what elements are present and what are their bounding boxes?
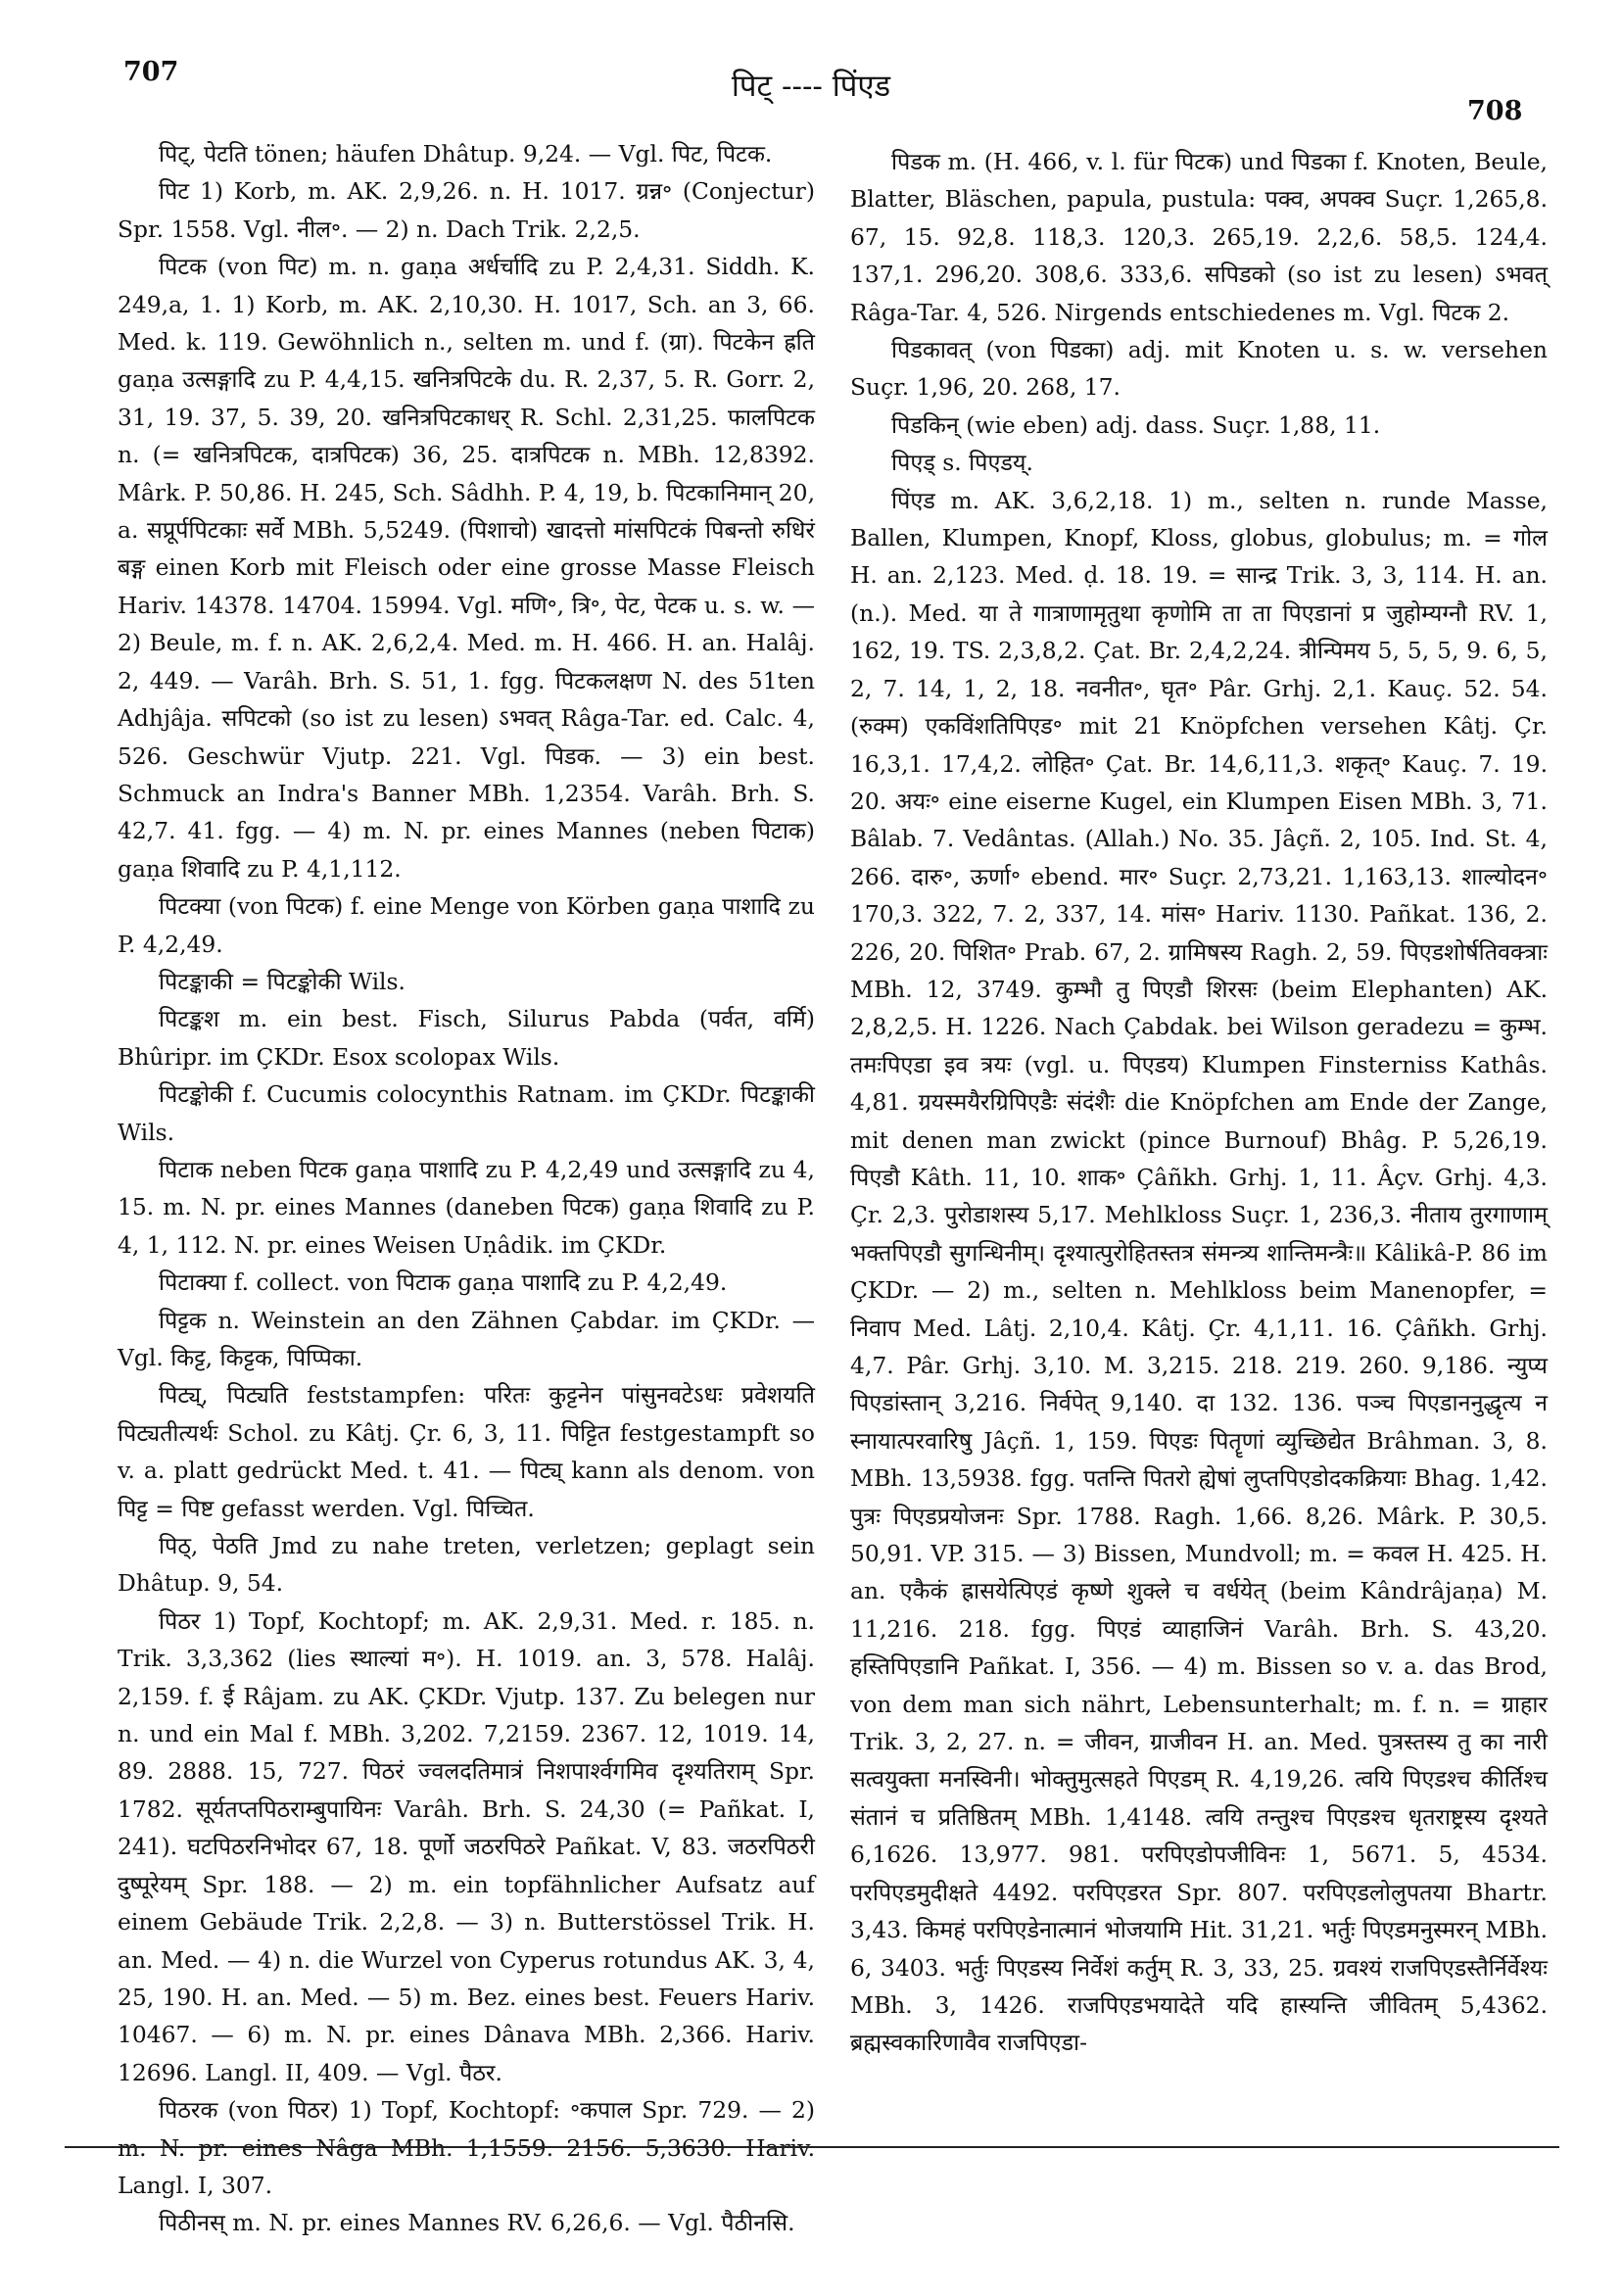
page-number-right: 708 — [1467, 96, 1523, 126]
entry: पिटाक्या f. collect. von पिटाक gaṇa पाशादि zu P. 4,2,49. — [159, 1268, 728, 1297]
running-headword: पिट् ---- पिंएड — [731, 69, 891, 104]
entry: पिट 1) Korb, m. AK. 2,9,26. n. H. 1017. ग्रन्न॰ (Conjectur) Spr. 1558. Vgl. नील॰. — 2) n. Dach Trik. 2,2,5. — [118, 177, 815, 243]
left-column — [118, 135, 815, 2242]
entry: पिटङ्कोकी f. Cucumis colocynthis Ratnam. im ÇKDr. पिटङ्काकी Wils. — [118, 1080, 815, 1146]
entry: पिएड् s. पिएडय्. — [891, 449, 1033, 477]
entry: पिडकावत् (von पिडका) adj. mit Knoten u. s. w. versehen Suçr. 1,96, 20. 268, 17. — [850, 336, 1548, 402]
entry: पिटक्या (von पिटक) f. eine Menge von Körben gaṇa पाशादि zu P. 4,2,49. — [118, 892, 815, 958]
entry: पिट्, पेटति tönen; häufen Dhâtup. 9,24. — Vgl. पिट, पिटक. — [159, 140, 773, 167]
page-header — [0, 0, 1622, 127]
entry: पिठरक (von पिठर) 1) Topf, Kochtopf: ॰कपाल Spr. 729. — 2) m. N. pr. eines Nâga MBh. 1,1559. 2156. 5,3630. Hariv. Langl. I, 307. — [118, 2096, 815, 2199]
entry: पिट्य्, पिट्यति feststampfen: परितः कुट्टनेन पांसुनवटेऽधः प्रवेशयति पिट्यतीत्यर्थः Schol. zu Kâtj. Çr. 6, 3, 11. पिट्टित festgestampft so v. a. platt gedrückt Med. t. 41. — पिट्य् kann als denom. von पिट्ट = पिष्ट gefasst werden. Vgl. पिच्चित. — [118, 1381, 815, 1522]
entry: पिडक m. (H. 466, v. l. für पिटक) und पिडका f. Knoten, Beule, Blatter, Bläschen, papula, pustula: पक्व, अपक्व Suçr. 1,265,8. 67, 15. 92,8. 118,3. 120,3. 265,19. 2,2,6. 58,5. 124,4. 137,1. 296,20. 308,6. 333,6. सपिडको (so ist zu lesen) ऽभवत् Râga-Tar. 4, 526. Nirgends entschiedenes m. Vgl. पिटक 2. — [850, 148, 1548, 326]
entry: पिटक (von पिट) m. n. gaṇa अर्धर्चादि zu P. 2,4,31. Siddh. K. 249,a, 1. 1) Korb, m. AK. 2,10,30. H. 1017, Sch. an 3, 66. Med. k. 119. Gewöhnlich n., selten m. und f. (ग्रा). पिटकेन ह्रति gaṇa उत्सङ्गादि zu P. 4,4,15. खनित्रपिटके du. R. 2,37, 5. R. Gorr. 2, 31, 19. 37, 5. 39, 20. खनित्रपिटकाधर् R. Schl. 2,31,25. फालपिटक n. (= खनित्रपिटक, दात्रपिटक) 36, 25. दात्रपिटक n. MBh. 12,8392. Mârk. P. 50,86. H. 245, Sch. Sâdhh. P. 4, 19, b. पिटकानिमान् 20, a. सप्रूर्पपिटकाः सर्वे MBh. 5,5249. (पिशाचो) खादत्तो मांसपिटकं पिबन्तो रुधिरं बङ्ग einen Korb mit Fleisch oder eine grosse Masse Fleisch Hariv. 14378. 14704. 15994. Vgl. मणि॰, त्रि॰, पेट, पेटक u. s. w. — 2) Beule, m. f. n. AK. 2,6,2,4. Med. m. H. 466. H. an. Halâj. 2, 449. — Varâh. Brh. S. 51, 1. fgg. पिटकलक्षण N. des 51ten Adhjâja. सपिटको (so ist zu lesen) ऽभवत् Râga-Tar. ed. Calc. 4, 526. Geschwür Vjutp. 221. Vgl. पिडक. — 3) ein best. Schmuck an Indra's Banner MBh. 1,2354. Varâh. Brh. S. 42,7. 41. fgg. — 4) m. N. pr. eines Mannes (neben पिटाक) gaṇa शिवादि zu P. 4,1,112. — [118, 253, 815, 883]
entry: पिडकिन् (wie eben) adj. dass. Suçr. 1,88, 11. — [891, 410, 1381, 439]
entry: पिटङ्काकी = पिटङ्कोकी Wils. — [159, 967, 406, 995]
entry: पिंएड m. AK. 3,6,2,18. 1) m., selten n. runde Masse, Ballen, Klumpen, Knopf, Kloss, globus, globulus; m. = गोल H. an. 2,123. Med. ḍ. 18. 19. = सान्द्र Trik. 3, 3, 114. H. an. (n.). Med. या ते गात्राणामृतुथा कृणोमि ता ता पिएडानां प्र जुहोम्यग्नौ RV. 1, 162, 19. TS. 2,3,8,2. Çat. Br. 2,4,2,24. त्रीन्पिमय 5, 5, 5, 9. 6, 5, 2, 7. 14, 1, 2, 18. नवनीत॰, घृत॰ Pâr. Grhj. 2,1. Kauç. 52. 54. (रुक्म) एकविंशतिपिएड॰ mit 21 Knöpfchen versehen Kâtj. Çr. 16,3,1. 17,4,2. लोहित॰ Çat. Br. 14,6,11,3. शकृत्॰ Kauç. 7. 19. 20. अयः॰ eine eiserne Kugel, ein Klumpen Eisen MBh. 3, 71. Bâlab. 7. Vedântas. (Allah.) No. 35. Jâçñ. 2, 105. Ind. St. 4, 266. दारु॰, ऊर्णा॰ ebend. मार॰ Suçr. 2,73,21. 1,163,13. शाल्योदन॰ 170,3. 322, 7. 2, 337, 14. मांस॰ Hariv. 1130. Pañkat. 136, 2. 226, 20. पिशित॰ Prab. 67, 2. ग्रामिषस्य Ragh. 2, 59. पिएडशोर्षतिवक्त्राः MBh. 12, 3749. कुम्भौ तु पिएडौ शिरसः (beim Elephanten) AK. 2,8,2,5. H. 1226. Nach Çabdak. bei Wilson geradezu = कुम्भ. तमःपिएडा इव त्रयः (vgl. u. पिएडय) Klumpen Finsterniss Kathâs. 4,81. ग्रयस्मयैरग्रिपिएडैः संदंशैः die Knöpfchen am Ende der Zange, mit denen man zwickt (pince Burnouf) Bhâg. P. 5,26,19. पिएडौ Kâth. 11, 10. शाक॰ Çâñkh. Grhj. 1, 11. Âçv. Grhj. 4,3. Çr. 2,3. पुरोडाशस्य 5,17. Mehlkloss Suçr. 1, 236,3. नीताय तुरगाणाम् भक्तपिएडौ सुगन्धिनीम्। दृश्यात्पुरोहितस्तत्र संमन्त्र्य शान्तिमन्त्रैः॥ Kâlikâ-P. 86 im ÇKDr. — 2) m., selten n. Mehlkloss beim Manenopfer, = निवाप Med. Lâtj. 2,10,4. Kâtj. Çr. 4,1,11. 16. Çâñkh. Grhj. 4,7. Pâr. Grhj. 3,10. M. 3,215. 218. 219. 260. 9,186. न्युप्य पिएडांस्तान् 3,216. निर्वपेत् 9,140. दा 132. 136. पञ्च पिएडाननुद्धृत्य न स्नायात्परवारिषु Jâçñ. 1, 159. पिएडः पितॄणां व्युच्छिद्येत Brâhman. 3, 8. MBh. 13,5938. fgg. पतन्ति पितरो ह्येषां लुप्तपिएडोदकक्रियाः Bhag. 1,42. पुत्रः पिएडप्रयोजनः Spr. 1788. Ragh. 1,66. 8,26. Mârk. P. 30,5. 50,91. VP. 315. — 3) Bissen, Mundvoll; m. = कवल H. 425. H. an. एकैकं ह्रासयेत्पिएडं कृष्णे शुक्ले च वर्धयेत् (beim Kândrâjaṇa) M. 11,216. 218. fgg. पिएडं व्याहाजिनं Varâh. Brh. S. 43,20. हस्तिपिएडानि Pañkat. I, 356. — 4) m. Bissen so v. a. das Brod, von dem man sich nährt, Lebensunterhalt; m. f. n. = ग्राहार Trik. 3, 2, 27. n. = जीवन, ग्राजीवन H. an. Med. पुत्रस्तस्य तु का नारी सत्वयुक्ता मनस्विनी। भोक्तुमुत्सहते पिएडम् R. 4,19,26. त्वयि पिएडश्च कीर्तिश्च संतानं च प्रतिष्ठितम् MBh. 1,4148. त्वयि तन्तुश्च पिएडश्च धृतराष्ट्रस्य दृश्यते 6,1626. 13,977. 981. परपिएडोपजीविनः 1, 5671. 5, 4534. परपिएडमुदीक्षते 4492. परपिएडरत Spr. 807. परपिएडलोलुपतया Bhartr. 3,43. किमहं परपिएडेनात्मानं भोजयामि Hit. 31,21. भर्तुः पिएडमनुस्मरन् MBh. 6, 3403. भर्तुः पिएडस्य निर्वेशं कर्तुम् R. 3, 33, 25. ग्रवश्यं राजपिएडस्तैर्निर्वेश्यः MBh. 3, 1426. राजपिएडभयादेते यदि हास्यन्ति जीवितम् 5,4362. ब्रह्मस्वकारिणावैव राजपिएडा- — [850, 486, 1548, 2057]
entry: पिटाक neben पिटक gaṇa पाशादि zu P. 4,2,49 und उत्सङ्गादि zu 4, 15. m. N. pr. eines Mannes (daneben पिटक) gaṇa शिवादि zu P. 4, 1, 112. N. pr. eines Weisen Uṇâdik. im ÇKDr. — [118, 1155, 815, 1259]
entry: पिठर 1) Topf, Kochtopf; m. AK. 2,9,31. Med. r. 185. n. Trik. 3,3,362 (lies स्थाल्यां म॰). H. 1019. an. 3, 578. Halâj. 2,159. f. ई Râjam. zu AK. ÇKDr. Vjutp. 137. Zu belegen nur n. und ein Mal f. MBh. 3,202. 7,2159. 2367. 12, 1019. 14, 89. 2888. 15, 727. पिठरं ज्वलदतिमात्रं निशपार्श्वगमिव दृश्यतिराम् Spr. 1782. सूर्यतप्तपिठराम्बुपायिनः Varâh. Brh. S. 24,30 (= Pañkat. I, 241). घटपिठरनिभोदर 67, 18. पूर्णो जठरपिठरे Pañkat. V, 83. जठरपिठरी दुष्पूरेयम् Spr. 188. — 2) m. ein topfähnlicher Aufsatz auf einem Gebäude Trik. 2,2,8. — 3) n. Butterstössel Trik. H. an. Med. — 4) n. die Wurzel von Cyperus rotundus AK. 3, 4, 25, 190. H. an. Med. — 5) m. Bez. eines best. Feuers Hariv. 10467. — 6) m. N. pr. eines Dânava MBh. 2,366. Hariv. 12696. Langl. II, 409. — Vgl. पैठर. — [118, 1606, 815, 2086]
entry: पिठ्, पेठति Jmd zu nahe treten, verletzen; geplagt sein Dhâtup. 9, 54. — [118, 1532, 815, 1598]
entry: पिठीनस् m. N. pr. eines Mannes RV. 6,26,6. — Vgl. पैठीनसि. — [159, 2209, 795, 2237]
page-number-left: 707 — [123, 57, 179, 87]
bottom-rule — [65, 2146, 1559, 2148]
entry: पिटङ्कश m. ein best. Fisch, Silurus Pabda (पर्वत, वर्मि) Bhûripr. im ÇKDr. Esox scolopax Wils. — [118, 1005, 815, 1071]
right-column — [850, 143, 1548, 2062]
entry: पिट्टक n. Weinstein an den Zähnen Çabdar. im ÇKDr. — Vgl. किट्ट, किट्टक, पिप्पिका. — [118, 1306, 815, 1371]
